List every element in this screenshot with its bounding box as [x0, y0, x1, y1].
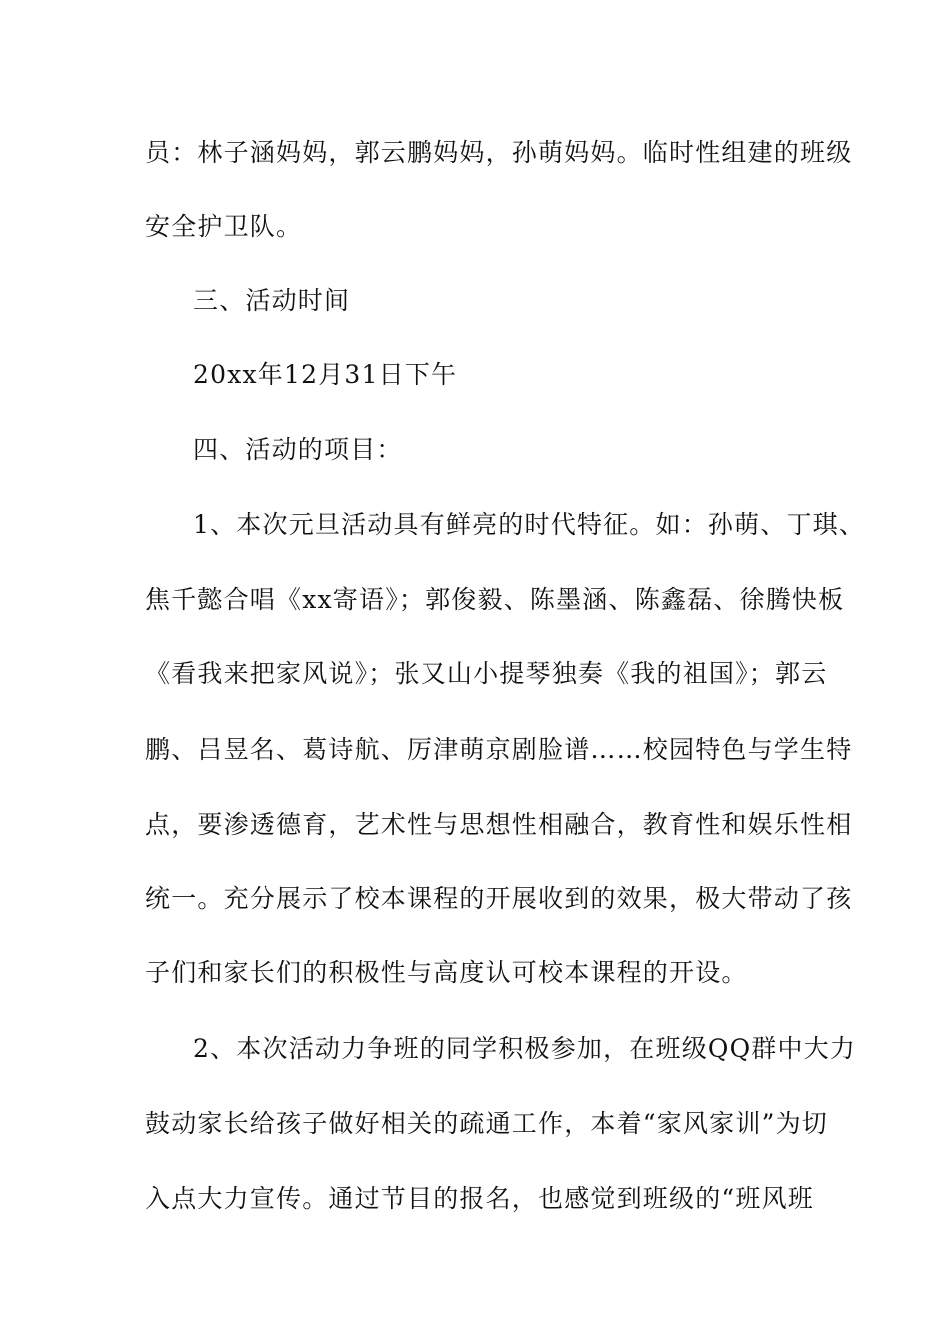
text-line: 子们和家长们的积极性与高度认可校本课程的开设。 — [145, 958, 748, 987]
section-heading: 四、活动的项目： — [193, 435, 403, 464]
text-line: 鹏、吕昱名、葛诗航、厉津萌京剧脸谱……校园特色与学生特 — [145, 735, 853, 764]
text-line: 《看我来把家风说》；张又山小提琴独奏《我的祖国》；郭云 — [145, 659, 828, 688]
text-line: 入点大力宣传。通过节目的报名，也感觉到班级的“班风班 — [145, 1184, 814, 1213]
text-line: 员：林子涵妈妈，郭云鹏妈妈，孙萌妈妈。临时性组建的班级 — [145, 138, 853, 167]
text-line: 焦千懿合唱《xx寄语》；郭俊毅、陈墨涵、陈鑫磊、徐腾快板 — [145, 585, 845, 614]
section-heading: 三、活动时间 — [193, 286, 351, 315]
text-line: 点，要渗透德育，艺术性与思想性相融合，教育性和娱乐性相 — [145, 810, 853, 839]
text-line: 2、本次活动力争班的同学积极参加，在班级QQ群中大力 — [193, 1034, 857, 1063]
text-line: 20xx年12月31日下午 — [193, 360, 458, 389]
text-line: 统一。充分展示了校本课程的开展收到的效果，极大带动了孩 — [145, 884, 853, 913]
text-line: 鼓动家长给孩子做好相关的疏通工作，本着“家风家训”为切 — [145, 1109, 828, 1138]
text-line: 1、本次元旦活动具有鲜亮的时代特征。如：孙萌、丁琪、 — [193, 510, 866, 539]
text-line: 安全护卫队。 — [145, 212, 303, 241]
